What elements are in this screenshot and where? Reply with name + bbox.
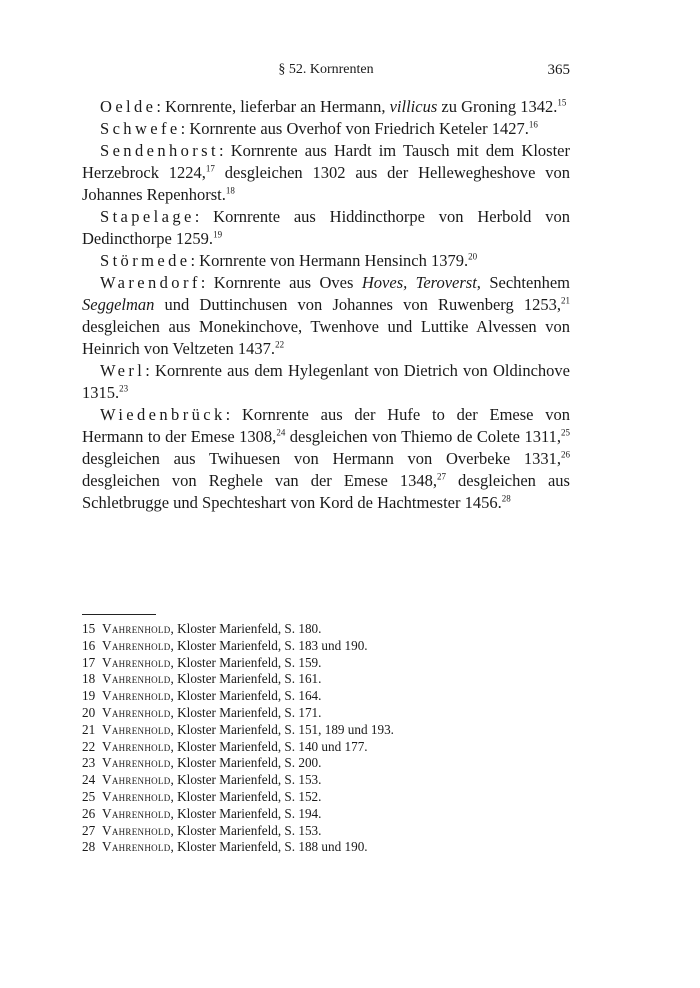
footnote: 23 Vahrenhold, Kloster Marienfeld, S. 200. <box>82 755 322 771</box>
footnote-ref: 28 <box>501 493 511 504</box>
footnote: 25 Vahrenhold, Kloster Marienfeld, S. 152. <box>82 788 322 804</box>
entry-stoermede: Störmede: Kornrente von Hermann Hensinch 1379.20 <box>100 251 478 270</box>
entry-wiedenbrueck: Wiedenbrück: Kornrente aus der Hufe to der Emese von Hermann to der Emese 1308,24 desgleichen von Thiemo de Colete 1311,25 desgleichen aus Twihuesen von Hermann von Overbeke 1331,26 desgleichen von Reghele van der Emese 1348,27 desgleichen aus Schletbrugge und Spechteshart von Kord de Hachtmester 1456.28 <box>82 405 570 512</box>
footnote: 28 Vahrenhold, Kloster Marienfeld, S. 188 und 190. <box>82 839 368 855</box>
footnote: 24 Vahrenhold, Kloster Marienfeld, S. 153. <box>82 772 322 788</box>
footnote-separator <box>82 614 156 615</box>
footnote: 22 Vahrenhold, Kloster Marienfeld, S. 140 und 177. <box>82 738 368 754</box>
footnote-ref: 23 <box>119 383 129 394</box>
footnote: 16 Vahrenhold, Kloster Marienfeld, S. 183 und 190. <box>82 637 368 653</box>
footnote: 18 Vahrenhold, Kloster Marienfeld, S. 161. <box>82 671 322 687</box>
footnote-ref: 17 <box>205 163 215 174</box>
footnote-ref: 21 <box>561 295 570 306</box>
footnote-ref: 15 <box>557 97 567 108</box>
running-header <box>82 62 570 82</box>
footnote: 17 Vahrenhold, Kloster Marienfeld, S. 159. <box>82 654 322 670</box>
footnote-ref: 26 <box>561 449 570 460</box>
main-text <box>82 96 570 514</box>
footnote-ref: 18 <box>225 185 235 196</box>
footnote: 26 Vahrenhold, Kloster Marienfeld, S. 194. <box>82 805 322 821</box>
entry-warendorf: Warendorf: Kornrente aus Oves Hoves, Teroverst, Sechtenhem Seggelman und Duttinchusen von Johannes von Ruwenberg 1253,21 desgleichen aus Monekinchove, Twenhove und Luttike Alvessen von Heinrich von Veltzeten 1437.22 <box>82 273 570 358</box>
entry-werl: Werl: Kornrente aus dem Hylegenlant von Dietrich von Oldinchove 1315.23 <box>82 361 570 402</box>
footnote-ref: 27 <box>437 471 446 482</box>
entry-sendenhorst: Sendenhorst: Kornrente aus Hardt im Tausch mit dem Kloster Herzebrock 1224,17 desgleichen 1302 aus der Hellewegheshove von Johannes Repenhorst.$^{18}$ <box>82 141 570 204</box>
page-number: 365 <box>547 62 570 78</box>
footnote: 19 Vahrenhold, Kloster Marienfeld, S. 164. <box>82 688 322 704</box>
footnotes <box>82 621 570 856</box>
entry-stapelage: Stapelage: Kornrente aus Hiddincthorpe von Herbold von Dedincthorpe 1259.19 <box>82 207 570 248</box>
footnote: 27 Vahrenhold, Kloster Marienfeld, S. 153. <box>82 822 322 838</box>
footnote: 21 Vahrenhold, Kloster Marienfeld, S. 151, 189 und 193. <box>82 721 394 737</box>
section-title: § 52. Kornrenten <box>278 62 374 77</box>
footnote: 20 Vahrenhold, Kloster Marienfeld, S. 171. <box>82 704 322 720</box>
entry-schwefe: Schwefe: Kornrente aus Overhof von Friedrich Keteler 1427.16 <box>100 119 538 138</box>
footnote-ref: 20 <box>468 251 478 262</box>
footnote: 15 Vahrenhold, Kloster Marienfeld, S. 180. <box>82 621 322 636</box>
entry-oelde: Oelde: Kornrente, lieferbar an Hermann, villicus zu Groning 1342.15 <box>100 97 567 116</box>
footnote-ref: 24 <box>276 427 286 438</box>
footnote-ref: 22 <box>275 339 285 350</box>
footnote-ref: 25 <box>561 427 570 438</box>
footnote-ref: 16 <box>528 119 538 130</box>
footnote-ref: 19 <box>213 229 223 240</box>
